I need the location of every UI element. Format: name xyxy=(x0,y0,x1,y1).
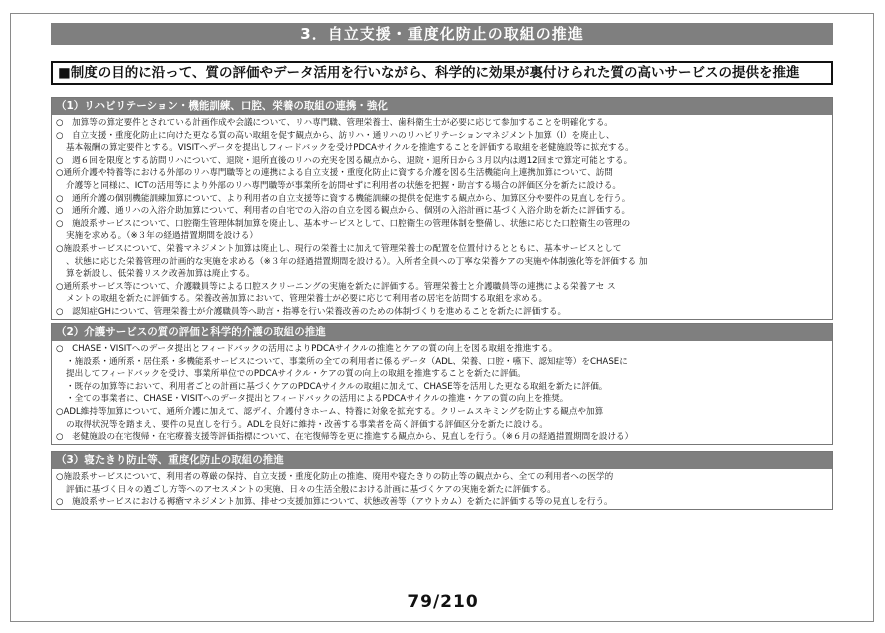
list-item: ○ 老健施設の在宅復帰・在宅療養支援等評価指標について、在宅復帰等を更に推進する観点から、見直しを行う。（※６月の経過措置期間を設ける） xyxy=(56,432,634,443)
list-item: 実施を求める。（※３年の経過措置期間を設ける） xyxy=(66,231,258,242)
list-item: の取得状況等を踏まえ、要件の見直しを行う。ADLを良好に維持・改善する事業者を高く評価する評価区分を新たに設ける。 xyxy=(66,419,548,430)
list-item: ○ 施設系サービスにおける褥瘡マネジメント加算、排せつ支援加算について、状態改善等（アウトカム）を新たに評価する等の見直しを行う。 xyxy=(56,497,613,508)
list-item: 評価に基づく日々の過ごし方等へのアセスメントの実施、日々の生活全般における計画に基づくケアの実施を新たに評価する。 xyxy=(66,484,556,495)
list-item: ○ CHASE・VISITへのデータ提出とフィードバックの活用によりPDCAサイクルの推進とケアの質の向上を図る取組を推進する。 xyxy=(56,344,558,354)
section-heading: （2）介護サービスの質の評価と科学的介護の取組の推進 xyxy=(52,324,832,341)
list-item: ○ 通所介護、通リハの入浴介助加算について、利用者の自宅での入浴の自立を図る観点から、個別の入浴計画に基づく入浴介助を新たに評価する。 xyxy=(56,206,631,217)
slide-title: 3．自立支援・重度化防止の取組の推進 xyxy=(51,23,833,45)
list-item: ○通所介護や特養等における外部のリハ専門職等との連携による自立支援・重度化防止に資する介護を図る生活機能向上連携加算について、訪問 xyxy=(56,168,613,179)
section-quality-evaluation xyxy=(51,323,833,445)
section-bedridden-prevention xyxy=(51,451,833,510)
list-item: メントの取組を新たに評価する。栄養改善加算において、管理栄養士が必要に応じて利用者の居宅を訪問する取組を求める。 xyxy=(66,294,548,305)
list-item: ○ 施設系サービスについて、口腔衛生管理体制加算を廃止し、基本サービスとして、口腔衛生の管理体制を整備し、状態に応じた口腔衛生の管理の xyxy=(56,218,631,229)
item-list xyxy=(52,469,832,509)
section-heading: （1）リハビリテーション・機能訓練、口腔、栄養の取組の連携・強化 xyxy=(52,98,832,115)
list-item: ○施設系サービスについて、利用者の尊厳の保持、自立支援・重度化防止の推進、廃用や寝たきりの防止等の観点から、全ての利用者への医学的 xyxy=(56,472,614,482)
list-item: 提出してフィードバックを受け、事業所単位でのPDCAサイクル・ケアの質の向上の取組を推進することを新たに評価。 xyxy=(66,369,526,380)
item-list xyxy=(52,115,832,319)
list-item: ・全ての事業者に、CHASE・VISITへのデータ提出とフィードバックの活用によるPDCAサイクルの推進・ケアの質の向上を推奨。 xyxy=(66,394,569,405)
section-rehabilitation xyxy=(51,97,833,320)
list-item: 、状態に応じた栄養管理の計画的な実施を求める（※３年の経過措置期間を設ける）。入所者全員への丁寧な栄養ケアの実施や体制強化等を評価する 加 xyxy=(66,256,648,267)
list-item: ○ 通所介護の個別機能訓練加算について、より利用者の自立支援等に資する機能訓練の提供を促進する観点から、加算区分や要件の見直しを行う。 xyxy=(56,193,631,204)
list-item: ・既存の加算等において、利用者ごとの計画に基づくケアのPDCAサイクルの取組に加えて、CHASE等を活用した更なる取組を新たに評価。 xyxy=(66,381,608,392)
list-item: ○ 認知症GHについて、管理栄養士が介護職員等へ助言・指導を行い栄養改善のための体制づくりを進めることを新たに評価する。 xyxy=(56,306,567,317)
list-item: ○ 自立支援・重度化防止に向けた更なる質の高い取組を促す観点から、訪リハ・通リハのリハビリテーションマネジメント加算（Ⅰ）を廃止し、 xyxy=(56,130,615,141)
page-number: 79/210 xyxy=(407,592,479,612)
list-item: 算を新設し、低栄養リスク改善加算は廃止する。 xyxy=(66,269,255,280)
list-item: ○施設系サービスについて、栄養マネジメント加算は廃止し、現行の栄養士に加えて管理栄養士の配置を位置付けるとともに、基本サービスとして xyxy=(56,243,622,254)
item-list xyxy=(52,341,832,444)
list-item: ・施設系・通所系・居住系・多機能系サービスについて、事業所の全ての利用者に係るデータ（ADL、栄養、口腔・嚥下、認知症等）をCHASEに xyxy=(66,356,628,367)
purpose-statement: ■制度の目的に沿って、質の評価やデータ活用を行いながら、科学的に効果が裏付けられた質の高いサービスの提供を推進 xyxy=(51,61,833,85)
list-item: 基本報酬の算定要件とする。VISITへデータを提出しフィードバックを受けPDCAサイクルを推進することを評価する取組を老健施設等に拡充する。 xyxy=(66,143,634,154)
list-item: ○通所系サービス等について、介護職員等による口腔スクリーニングの実施を新たに評価する。管理栄養士と介護職員等の連携による栄養アセ ス xyxy=(56,281,616,292)
section-heading: （3）寝たきり防止等、重度化防止の取組の推進 xyxy=(52,452,832,469)
list-item: ○ 週６回を限度とする訪問リハについて、退院・退所直後のリハの充実を図る観点から、退院・退所日から３月以内は週12回まで算定可能とする。 xyxy=(56,155,633,166)
list-item: ○ 加算等の算定要件とされている計画作成や会議について、リハ専門職、管理栄養士、歯科衛生士が必要に応じて参加することを明確化する。 xyxy=(56,118,613,128)
list-item: ○ADL維持等加算について、通所介護に加えて、認デイ、介護付きホーム、特養に対象を拡充する。クリームスキミングを防止する観点や加算 xyxy=(56,406,604,417)
slide xyxy=(10,13,874,622)
list-item: 介護等と同様に、ICTの活用等により外部のリハ専門職等が事業所を訪問せずに利用者の状態を把握・助言する場合の評価区分を新たに設ける。 xyxy=(66,180,621,191)
